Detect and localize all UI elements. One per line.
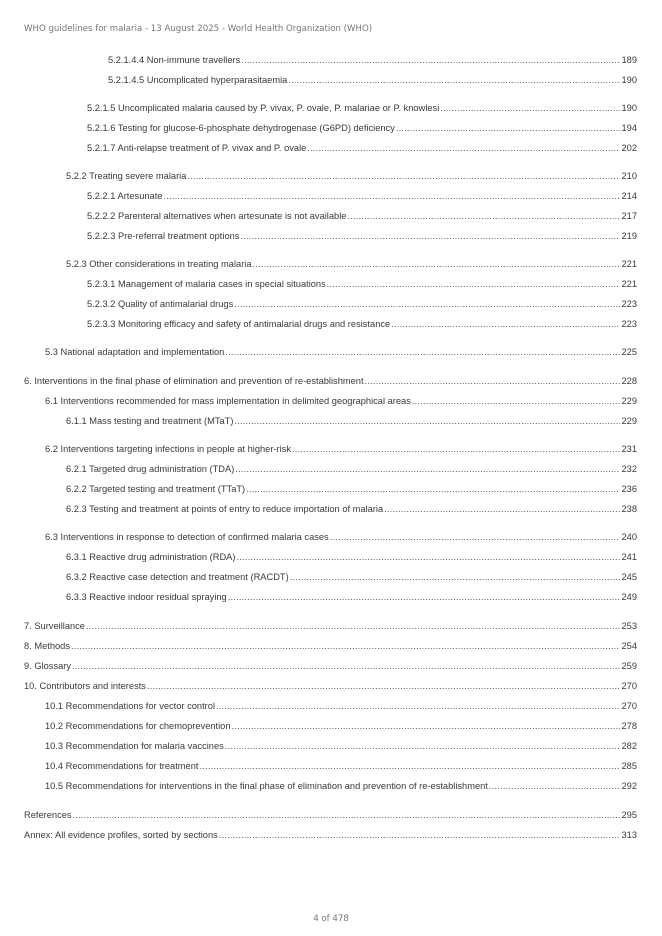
toc-dot-leader [307,142,620,154]
toc-entry-page: 259 [621,661,637,671]
toc-entry[interactable] [66,571,637,583]
toc-entry-title: 5.2.2 Treating severe malaria [66,171,187,181]
toc-entry-page: 240 [621,532,637,542]
toc-entry-page: 210 [621,171,637,181]
toc-entry[interactable] [45,531,637,543]
toc-entry-title: 6.3 Interventions in response to detection of confirmed malaria cases [45,532,329,542]
toc-entry[interactable] [45,760,637,772]
toc-dot-leader [412,395,621,407]
toc-dot-leader [365,375,621,387]
toc-entry-page: 249 [621,592,637,602]
toc-entry-title: 6.3.1 Reactive drug administration (RDA) [66,552,236,562]
toc-entry-title: 6.2.1 Targeted drug administration (TDA) [66,464,235,474]
toc-dot-leader [219,829,621,841]
toc-entry-title: References [24,810,72,820]
toc-entry-page: 270 [621,701,637,711]
toc-entry[interactable] [87,142,637,154]
toc-entry-title: 10.4 Recommendations for treatment [45,761,199,771]
toc-entry-page: 225 [621,347,637,357]
toc-entry[interactable] [87,318,637,330]
toc-entry[interactable] [66,483,637,495]
toc-dot-leader [228,591,621,603]
toc-entry[interactable] [24,809,637,821]
toc-entry-page: 245 [621,572,637,582]
toc-dot-leader [327,278,621,290]
toc-dot-leader [246,483,620,495]
toc-dot-leader [234,298,620,310]
toc-entry-title: 6.2.2 Targeted testing and treatment (TTaT) [66,484,246,494]
toc-entry-page: 223 [621,319,637,329]
toc-dot-leader [232,720,621,732]
toc-entry[interactable] [45,720,637,732]
toc-dot-leader [253,258,621,270]
toc-entry-title: 5.2.2.2 Parenteral alternatives when artesunate is not available [87,211,347,221]
toc-entry[interactable] [87,102,637,114]
toc-entry-page: 295 [621,810,637,820]
toc-dot-leader [440,102,620,114]
toc-entry-title: 6.2 Interventions targeting infections in people at higher-risk [45,444,291,454]
toc-dot-leader [199,760,620,772]
toc-dot-leader [384,503,620,515]
toc-entry-page: 270 [621,681,637,691]
toc-dot-leader [216,700,620,712]
toc-entry-page: 236 [621,484,637,494]
toc-entry[interactable] [45,700,637,712]
toc-entry-page: 219 [621,231,637,241]
toc-entry[interactable] [87,298,637,310]
toc-dot-leader [225,740,621,752]
toc-entry-page: 229 [621,416,637,426]
toc-entry[interactable] [108,74,637,86]
toc-entry-title: 10.5 Recommendations for interventions in the final phase of elimination and prevention of re-establishment [45,781,488,791]
toc-dot-leader [86,620,621,632]
toc-entry-title: 5.2.1.4.4 Non-immune travellers [108,55,241,65]
toc-dot-leader [234,415,620,427]
toc-dot-leader [240,230,620,242]
toc-entry-title: 10.1 Recommendations for vector control [45,701,216,711]
toc-entry-page: 202 [621,143,637,153]
toc-entry-page: 214 [621,191,637,201]
toc-entry-title: 5.2.1.4.5 Uncomplicated hyperparasitaemia [108,75,288,85]
toc-entry-title: 5.2.1.5 Uncomplicated malaria caused by P. vivax, P. ovale, P. malariae or P. knowlesi [87,103,440,113]
toc-entry-title: 5.2.3 Other considerations in treating malaria [66,259,252,269]
toc-entry-title: 5.2.1.6 Testing for glucose-6-phosphate dehydrogenase (G6PD) deficiency [87,123,395,133]
toc-entry[interactable] [66,503,637,515]
toc-entry[interactable] [87,210,637,222]
toc-entry[interactable] [24,660,637,672]
toc-entry-title: 6.1 Interventions recommended for mass implementation in delimited geographical areas [45,396,411,406]
toc-entry-page: 231 [621,444,637,454]
toc-entry[interactable] [45,780,637,792]
toc-entry-title: 8. Methods [24,641,70,651]
toc-entry[interactable] [45,346,637,358]
toc-entry-page: 313 [621,830,637,840]
toc-entry-title: 9. Glossary [24,661,72,671]
toc-dot-leader [163,190,620,202]
toc-entry[interactable] [87,278,637,290]
toc-entry[interactable] [66,258,637,270]
toc-entry-title: 5.2.1.7 Anti-relapse treatment of P. vivax and P. ovale [87,143,307,153]
toc-entry-title: 5.2.3.3 Monitoring efficacy and safety of antimalarial drugs and resistance [87,319,391,329]
page-number-footer: 4 of 478 [313,914,349,924]
toc-entry-title: 10. Contributors and interests [24,681,146,691]
toc-entry-page: 254 [621,641,637,651]
toc-entry-title: 6. Interventions in the final phase of elimination and prevention of re-establishment [24,376,364,386]
toc-entry-page: 223 [621,299,637,309]
toc-entry-page: 232 [621,464,637,474]
toc-dot-leader [288,74,620,86]
toc-entry-title: 5.2.3.1 Management of malaria cases in special situations [87,279,326,289]
toc-dot-leader [396,122,621,134]
toc-entry[interactable] [66,463,637,475]
toc-entry[interactable] [87,190,637,202]
toc-entry-title: 5.2.2.3 Pre-referral treatment options [87,231,240,241]
toc-entry-page: 194 [621,123,637,133]
toc-entry[interactable] [66,591,637,603]
toc-entry-page: 221 [621,279,637,289]
toc-dot-leader [235,463,620,475]
toc-dot-leader [71,640,620,652]
toc-dot-leader [72,660,620,672]
toc-entry[interactable] [87,230,637,242]
toc-dot-leader [73,809,621,821]
toc-entry-page: 229 [621,396,637,406]
toc-dot-leader [391,318,620,330]
toc-dot-leader [347,210,620,222]
toc-entry[interactable] [45,395,637,407]
toc-dot-leader [236,551,620,563]
toc-entry[interactable] [24,375,637,387]
toc-entry-page: 292 [621,781,637,791]
page-header: WHO guidelines for malaria - 13 August 2025 - World Health Organization (WHO) [24,24,373,34]
toc-entry-page: 190 [621,75,637,85]
toc-entry-title: 5.3 National adaptation and implementation [45,347,225,357]
toc-entry-page: 285 [621,761,637,771]
toc-entry[interactable] [24,680,637,692]
toc-entry-title: 6.1.1 Mass testing and treatment (MTaT) [66,416,234,426]
toc-entry-page: 278 [621,721,637,731]
toc-entry[interactable] [66,415,637,427]
toc-entry-title: 5.2.2.1 Artesunate [87,191,163,201]
toc-entry-page: 282 [621,741,637,751]
toc-entry-page: 189 [621,55,637,65]
toc-dot-leader [290,571,621,583]
toc-entry[interactable] [108,54,637,66]
toc-entry[interactable] [45,443,637,455]
toc-entry[interactable] [24,829,637,841]
toc-entry-page: 221 [621,259,637,269]
toc-dot-leader [489,780,621,792]
toc-entry[interactable] [24,640,637,652]
toc-entry-page: 238 [621,504,637,514]
toc-entry-page: 253 [621,621,637,631]
toc-dot-leader [225,346,620,358]
toc-entry-title: 7. Surveillance [24,621,85,631]
toc-entry[interactable] [66,551,637,563]
toc-entry-title: 6.3.2 Reactive case detection and treatment (RACDT) [66,572,289,582]
toc-entry[interactable] [66,170,637,182]
toc-dot-leader [292,443,620,455]
toc-entry-title: 5.2.3.2 Quality of antimalarial drugs [87,299,234,309]
toc-dot-leader [241,54,620,66]
toc-entry-title: 10.2 Recommendations for chemoprevention [45,721,231,731]
toc-entry-title: 10.3 Recommendation for malaria vaccines [45,741,224,751]
toc-entry-title: 6.3.3 Reactive indoor residual spraying [66,592,227,602]
toc-entry-title: Annex: All evidence profiles, sorted by sections [24,830,218,840]
toc-dot-leader [187,170,620,182]
toc-dot-leader [330,531,621,543]
toc-entry[interactable] [24,620,637,632]
toc-entry-page: 217 [621,211,637,221]
toc-entry[interactable] [45,740,637,752]
toc-entry[interactable] [87,122,637,134]
toc-dot-leader [147,680,621,692]
toc-entry-page: 228 [621,376,637,386]
toc-entry-page: 190 [621,103,637,113]
toc-entry-page: 241 [621,552,637,562]
toc-entry-title: 6.2.3 Testing and treatment at points of entry to reduce importation of malaria [66,504,384,514]
